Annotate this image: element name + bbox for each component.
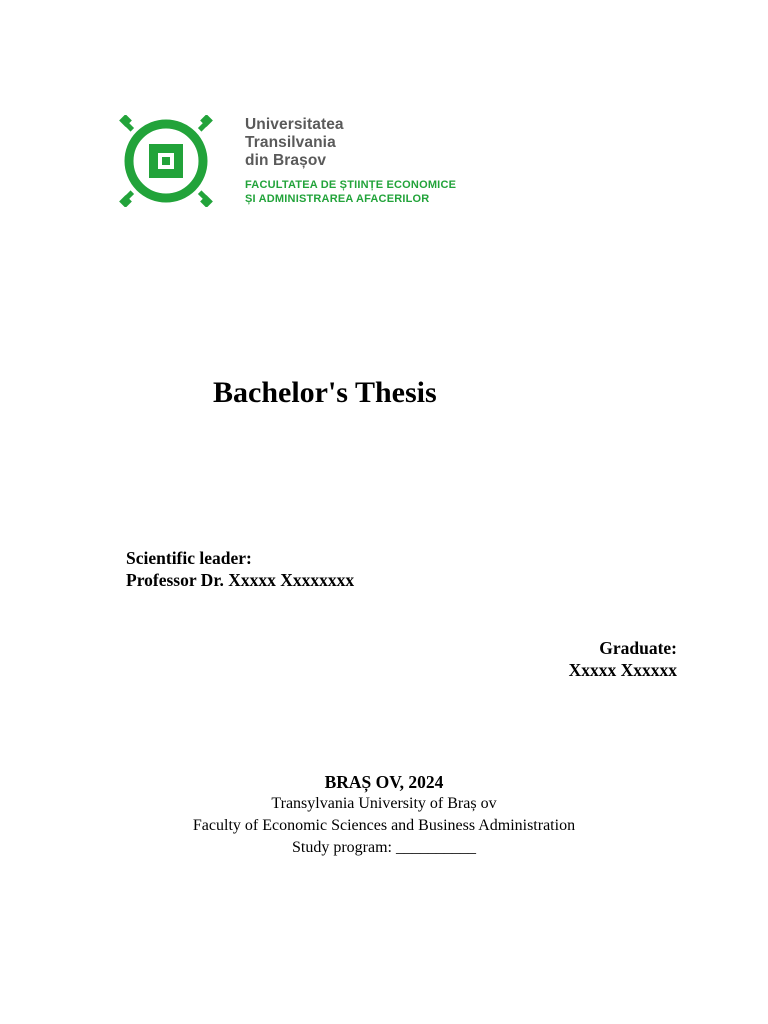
study-program: Study program: __________ — [292, 839, 476, 856]
faculty-name-line: ȘI ADMINISTRAREA AFACERILOR — [245, 193, 430, 205]
city-year: BRAȘ OV, 2024 — [324, 772, 444, 792]
scientific-leader-block — [126, 547, 354, 591]
scientific-leader-name: Professor Dr. Xxxxx Xxxxxxxx — [126, 570, 355, 590]
graduate-block — [569, 637, 677, 681]
faculty-name-line: FACULTATEA DE ȘTIINȚE ECONOMICE — [245, 179, 457, 191]
graduate-label: Graduate: — [599, 638, 677, 658]
cover-footer — [0, 771, 768, 859]
faculty-english-name: Faculty of Economic Sciences and Business Administration — [192, 817, 576, 834]
faculty-name — [245, 178, 456, 206]
university-name-line: Transilvania — [245, 134, 336, 151]
university-sun-emblem-icon — [118, 115, 214, 207]
scientific-leader-label: Scientific leader: — [126, 548, 252, 568]
thesis-title: Bachelor's Thesis — [213, 376, 437, 409]
university-english-name: Transylvania University of Braș ov — [271, 795, 497, 812]
university-name-line: Universitatea — [245, 116, 344, 133]
university-name — [245, 116, 344, 170]
university-name-line: din Brașov — [245, 152, 327, 169]
graduate-name: Xxxxx Xxxxxx — [568, 660, 677, 680]
